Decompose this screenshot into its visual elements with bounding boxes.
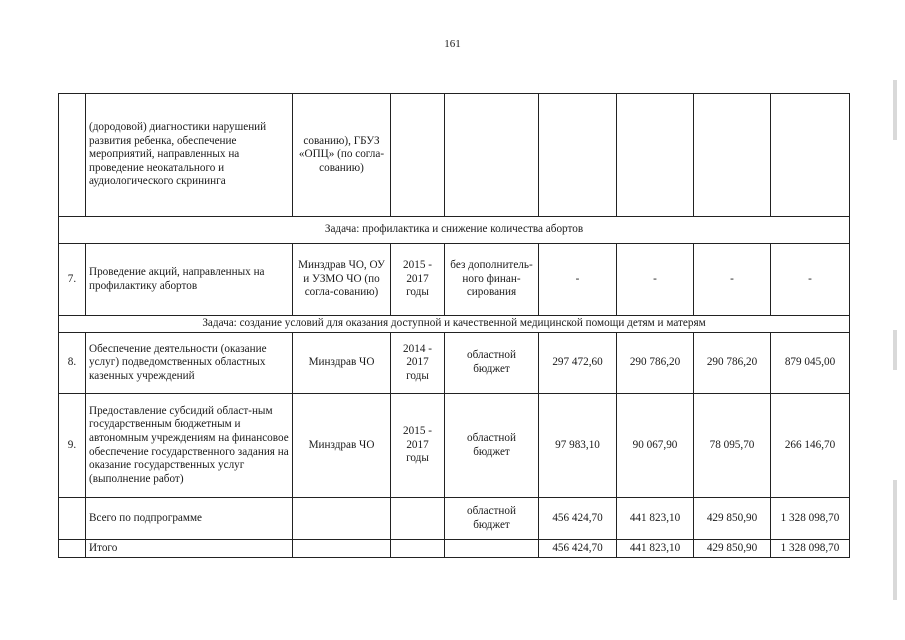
scan-edge-mark [893,330,897,370]
scan-edge-mark [893,80,897,140]
task-row [59,316,850,333]
amount-year-2: - [617,244,694,316]
amount-year-3: 429 850,90 [694,498,771,540]
amount-year-3 [694,94,771,217]
amount-year-2: 90 067,90 [617,394,694,498]
amount-year-1: 456 424,70 [539,498,617,540]
table-row [59,394,850,498]
subtotal-label: Всего по подпрограмме [86,498,293,540]
subtotal-row [59,498,850,540]
amount-year-1: 97 983,10 [539,394,617,498]
amount-total: - [771,244,850,316]
page-number: 161 [444,38,461,50]
total-label: Итого [86,540,293,558]
row-number: 9. [59,394,86,498]
amount-year-3: 429 850,90 [694,540,771,558]
executor [293,498,391,540]
period: 2014 - 2017 годы [391,333,445,394]
row-number [59,94,86,217]
amount-year-2 [617,94,694,217]
amount-total [771,94,850,217]
row-number [59,540,86,558]
funding-source: областной бюджет [445,394,539,498]
funding-source: областной бюджет [445,333,539,394]
table-row [59,333,850,394]
amount-year-1 [539,94,617,217]
amount-year-1: 297 472,60 [539,333,617,394]
executor: Минздрав ЧО [293,394,391,498]
measure-name: Предоставление субсидий област-ным государственным бюджетным и автономным учреждениям на финансовое обеспечение государственного задания на оказание государственных услуг (выполнение работ) [86,394,293,498]
executor: Минздрав ЧО, ОУ и УЗМО ЧО (по согла-сованию) [293,244,391,316]
executor [293,540,391,558]
period [391,94,445,217]
funding-source: областной бюджет [445,498,539,540]
amount-year-3: - [694,244,771,316]
task-heading: Задача: профилактика и снижение количества абортов [59,217,850,244]
task-heading: Задача: создание условий для оказания доступной и качественной медицинской помощи детям и матерям [59,316,850,333]
amount-total: 1 328 098,70 [771,498,850,540]
table-row [59,244,850,316]
amount-year-2: 441 823,10 [617,498,694,540]
executor: Минздрав ЧО [293,333,391,394]
total-row [59,540,850,558]
funding-source: без дополнитель-ного финан-сирования [445,244,539,316]
row-number: 7. [59,244,86,316]
amount-total: 266 146,70 [771,394,850,498]
executor: сованию), ГБУЗ «ОПЦ» (по согла-сованию) [293,94,391,217]
amount-total: 1 328 098,70 [771,540,850,558]
period: 2015 - 2017 годы [391,244,445,316]
program-table [58,93,850,558]
row-number: 8. [59,333,86,394]
measure-name: Обеспечение деятельности (оказание услуг) подведомственных областных казенных учреждений [86,333,293,394]
amount-year-3: 290 786,20 [694,333,771,394]
funding-source [445,540,539,558]
amount-year-2: 290 786,20 [617,333,694,394]
period [391,540,445,558]
row-number [59,498,86,540]
amount-year-2: 441 823,10 [617,540,694,558]
amount-year-1: 456 424,70 [539,540,617,558]
period [391,498,445,540]
amount-total: 879 045,00 [771,333,850,394]
period: 2015 - 2017 годы [391,394,445,498]
table-row [59,94,850,217]
task-row [59,217,850,244]
amount-year-1: - [539,244,617,316]
measure-name: (дородовой) диагностики нарушений развития ребенка, обеспечение мероприятий, направленных на проведение неокатального и аудиологического скрининга [86,94,293,217]
funding-source [445,94,539,217]
measure-name: Проведение акций, направленных на профилактику абортов [86,244,293,316]
amount-year-3: 78 095,70 [694,394,771,498]
scan-edge-mark [893,480,897,600]
